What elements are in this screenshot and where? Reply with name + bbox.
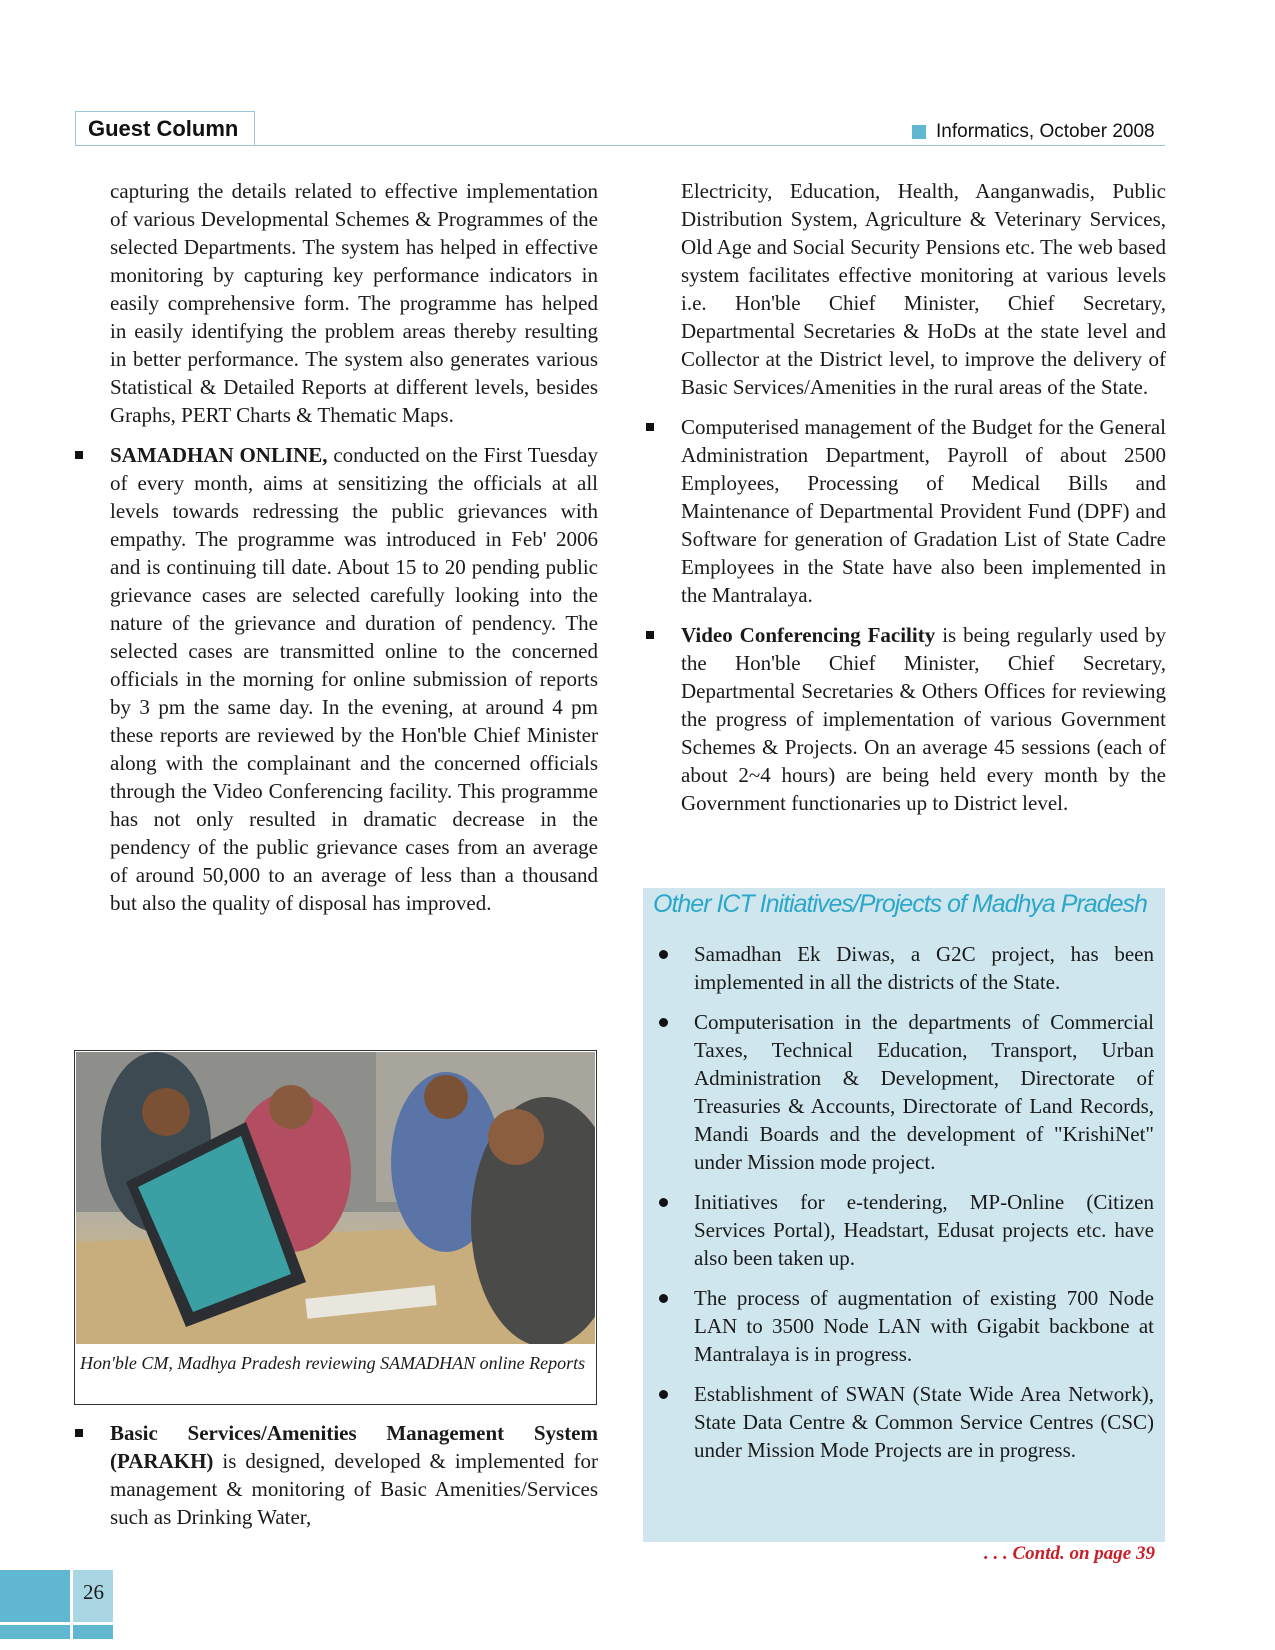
panel-list-item — [694, 1380, 1154, 1464]
panel-list-item — [694, 1008, 1154, 1176]
bullet-square-icon — [646, 631, 654, 639]
right-column — [681, 177, 1166, 817]
panel-list-item — [694, 1284, 1154, 1368]
header-square-icon — [912, 125, 926, 139]
bullet-dot-icon — [659, 1198, 668, 1207]
left-column-top — [110, 177, 598, 917]
page-number-box-lower — [73, 1625, 113, 1639]
panel-item-text: The process of augmentation of existing 700 Node LAN to 3500 Node LAN with Gigabit backbone at Mantralaya is in progress. — [694, 1286, 1154, 1366]
samadhan-bullet — [110, 441, 598, 917]
continued-note: . . . Contd. on page 39 — [983, 1543, 1155, 1564]
footer-bar — [0, 1570, 70, 1622]
bullet-square-icon — [646, 423, 654, 431]
panel-item-text: Computerisation in the departments of Commercial Taxes, Technical Education, Transport, Urban Administration & Development, Directorate of Treasuries & Accounts, Directorate of Land Records, Mandi Boards and the development of "KrishiNet" under Mission mode project. — [694, 1010, 1154, 1174]
panel-list-item — [694, 940, 1154, 996]
vc-text: is being regularly used by the Hon'ble Chief Minister, Chief Secretary, Departmental Secretaries & Others Offices for reviewing the progress of implementation of various Government Schemes & Projects. On an average 45 sessions (each of about 2~4 hours) are being held every month by the Government functionaries up to District level. — [681, 623, 1166, 815]
parakh-heading: Basic Services/Amenities Management System (PARAKH) — [110, 1421, 598, 1473]
bullet-dot-icon — [659, 1294, 668, 1303]
bullet-square-icon — [75, 1429, 83, 1437]
budget-paragraph: Computerised management of the Budget for the General Administration Department, Payroll of about 2500 Employees, Processing of Medical Bills and Maintenance of Departmental Provident Fund (DPF) and Software for generation of Gradation List of State Cadre Employees in the State have also been implemented in the Mantralaya. — [681, 415, 1166, 607]
bullet-dot-icon — [659, 1018, 668, 1027]
vc-paragraph — [681, 621, 1166, 817]
panel-list — [694, 940, 1154, 1464]
bullet-dot-icon — [659, 1390, 668, 1399]
vc-bullet — [681, 621, 1166, 817]
samadhan-heading: SAMADHAN ONLINE, — [110, 443, 328, 467]
publication-line: Informatics, October 2008 — [936, 121, 1155, 142]
samadhan-paragraph — [110, 441, 598, 917]
parakh-text: is designed, developed & implemented for management & monitoring of Basic Amenities/Services such as Drinking Water, — [110, 1449, 598, 1529]
footer-bar-lower — [0, 1625, 70, 1639]
samadhan-text: conducted on the First Tuesday of every month, aims at sensitizing the officials at all levels towards redressing the public grievances with empathy. The programme was introduced in Feb' 2006 and is continuing till date. About 15 to 20 pending public grievance cases are selected carefully looking into the nature of the grievance and duration of pendency. The selected cases are transmitted online to the concerned officials in the morning for online submission of reports by 3 pm the same day. In the evening, at around 4 pm these reports are reviewed by the Hon'ble Chief Minister along with the complainant and the concerned officials through the Video Conferencing facility. This programme has not only resulted in dramatic decrease in the pendency of the public grievance cases from an average of around 50,000 to an average of less than a thousand but also the quality of disposal has improved. — [110, 443, 598, 915]
meeting-photo-illustration — [76, 1052, 595, 1344]
parakh-paragraph — [110, 1419, 598, 1531]
panel-title: Other ICT Initiatives/Projects of Madhya Pradesh — [653, 890, 1147, 918]
budget-bullet — [681, 413, 1166, 609]
panel-item-text: Samadhan Ek Diwas, a G2C project, has been implemented in all the districts of the State. — [694, 942, 1154, 994]
panel-list-item — [694, 1188, 1154, 1272]
bullet-dot-icon — [659, 950, 668, 959]
header-rule — [75, 145, 1165, 146]
left-continued-paragraph: capturing the details related to effective implementation of various Developmental Schemes & Programmes of the selected Departments. The system has helped in effective monitoring by capturing key performance indicators in easily comprehensive form. The programme has helped in easily identifying the problem areas thereby resulting in better performance. The system also generates various Statistical & Detailed Reports at different levels, besides Graphs, PERT Charts & Thematic Maps. — [110, 179, 598, 427]
page-number: 26 — [83, 1580, 104, 1604]
section-title: Guest Column — [88, 116, 239, 141]
photo-caption: Hon'ble CM, Madhya Pradesh reviewing SAMADHAN online Reports — [80, 1353, 586, 1373]
meeting-photo — [76, 1052, 595, 1344]
parakh-bullet — [110, 1419, 598, 1531]
panel-item-text: Initiatives for e-tendering, MP-Online (Citizen Services Portal), Headstart, Edusat projects etc. have also been taken up. — [694, 1190, 1154, 1270]
left-column-bottom — [110, 1419, 598, 1531]
panel-item-text: Establishment of SWAN (State Wide Area Network), State Data Centre & Common Service Centres (CSC) under Mission Mode Projects are in progress. — [694, 1382, 1154, 1462]
right-continued-paragraph: Electricity, Education, Health, Aanganwadis, Public Distribution System, Agriculture & Veterinary Services, Old Age and Social Security Pensions etc. The web based system facilitates effective monitoring at various levels i.e. Hon'ble Chief Minister, Chief Secretary, Departmental Secretaries & HoDs at the state level and Collector at the District level, to improve the delivery of Basic Services/Amenities in the rural areas of the State. — [681, 179, 1166, 399]
vc-heading: Video Conferencing Facility — [681, 623, 936, 647]
bullet-square-icon — [75, 451, 83, 459]
